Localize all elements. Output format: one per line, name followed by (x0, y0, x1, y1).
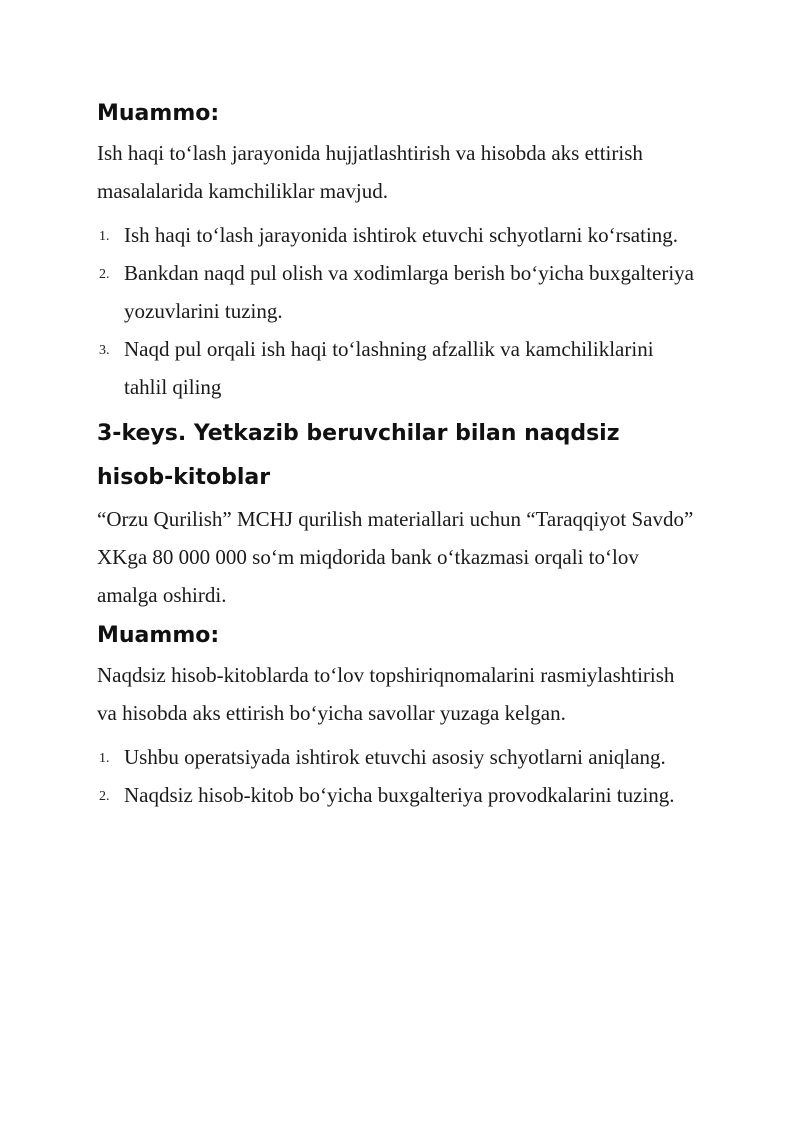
list-number: 1. (99, 751, 110, 766)
list-item (97, 738, 697, 776)
list-number: 2. (99, 789, 110, 804)
problem-paragraph: Naqdsiz hisob-kitoblarda to‘lov topshiriqnomalarini rasmiylashtirish va hisobda aks ettirish bo‘yicha savollar yuzaga kelgan. (97, 663, 675, 725)
problem-paragraph: Ish haqi to‘lash jarayonida hujjatlashtirish va hisobda aks ettirish masalalarida kamchiliklar mavjud. (97, 141, 643, 203)
list-item-text: Bankdan naqd pul olish va xodimlarga berish bo‘yicha buxgalteriya yozuvlarini tuzing. (124, 261, 694, 323)
task-list (97, 216, 697, 406)
list-number: 3. (99, 343, 110, 358)
section-heading-muammo: Muammo: (97, 623, 220, 648)
case-paragraph: “Orzu Qurilish” MCHJ qurilish materiallari uchun “Taraqqiyot Savdo” XKga 80 000 000 so‘m miqdorida bank o‘tkazmasi orqali to‘lov amalga oshirdi. (97, 507, 694, 607)
list-item-text: Naqd pul orqali ish haqi to‘lashning afzallik va kamchiliklarini tahlil qiling (124, 337, 654, 399)
list-item (97, 776, 697, 814)
list-number: 1. (99, 229, 110, 244)
document-page (97, 96, 697, 814)
list-item-text: Naqdsiz hisob-kitob bo‘yicha buxgalteriya provodkalarini tuzing. (124, 783, 675, 807)
section-heading-muammo: Muammo: (97, 101, 220, 126)
list-item (97, 330, 697, 406)
task-list (97, 738, 697, 814)
list-item (97, 254, 697, 330)
list-item (97, 216, 697, 254)
list-item-text: Ushbu operatsiyada ishtirok etuvchi asosiy schyotlarni aniqlang. (124, 745, 666, 769)
case-title: 3-keys. Yetkazib beruvchilar bilan naqdsiz hisob-kitoblar (97, 421, 620, 490)
list-item-text: Ish haqi to‘lash jarayonida ishtirok etuvchi schyotlarni ko‘rsating. (124, 223, 679, 247)
list-number: 2. (99, 267, 110, 282)
